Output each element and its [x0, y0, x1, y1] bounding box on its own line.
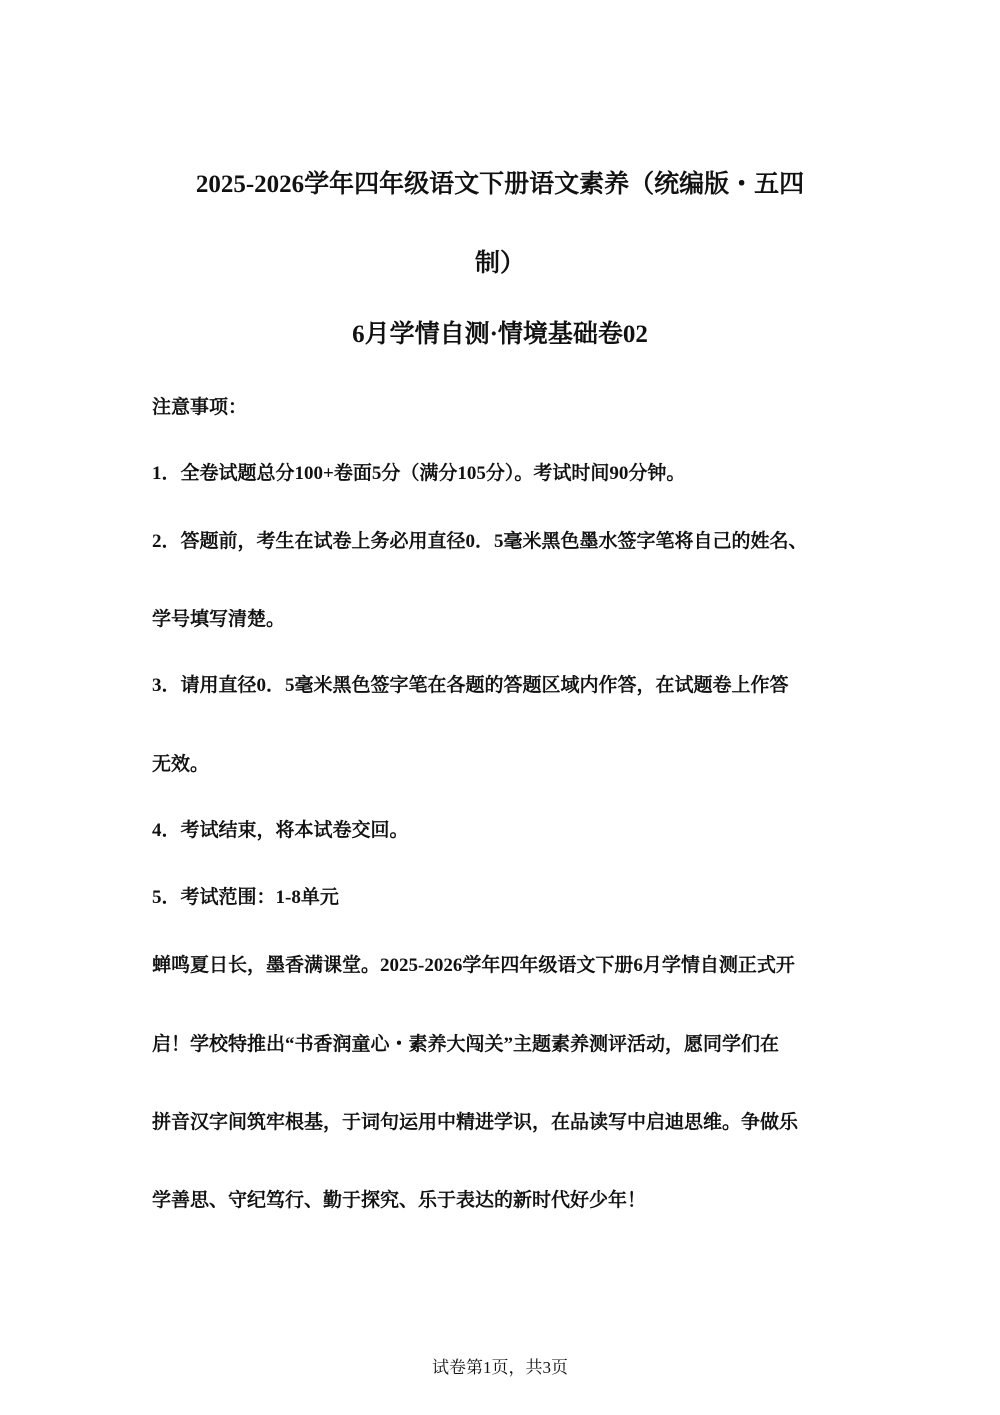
notice-item-2-continued: 学号填写清楚。	[152, 609, 286, 630]
exam-title-line-1: 2025-2026学年四年级语文下册语文素养（统编版・五四	[195, 171, 805, 198]
notice-item-4: 4．考试结束，将本试卷交回。	[152, 820, 409, 841]
notice-item-1: 1．全卷试题总分100+卷面5分（满分105分）。考试时间90分钟。	[152, 463, 686, 484]
exam-subtitle: 6月学情自测·情境基础卷02	[352, 321, 648, 348]
notice-heading: 注意事项：	[152, 397, 248, 418]
intro-paragraph-line-1: 蝉鸣夏日长，墨香满课堂。2025-2026学年四年级语文下册6月学情自测正式开	[152, 955, 795, 976]
exam-title-line-2: 制）	[474, 250, 525, 277]
page-footer: 试卷第1页，共3页	[432, 1358, 568, 1377]
notice-item-3: 3．请用直径0．5毫米黑色签字笔在各题的答题区域内作答，在试题卷上作答	[152, 675, 789, 696]
notice-item-3-continued: 无效。	[152, 754, 210, 775]
notice-item-2: 2．答题前，考生在试卷上务必用直径0．5毫米黑色墨水签字笔将自己的姓名、	[152, 531, 808, 552]
intro-paragraph-line-4: 学善思、守纪笃行、勤于探究、乐于表达的新时代好少年！	[152, 1190, 647, 1211]
intro-paragraph-line-2: 启！学校特推出“书香润童心・素养大闯关”主题素养测评活动，愿同学们在	[152, 1034, 780, 1055]
notice-item-5: 5．考试范围：1-8单元	[152, 887, 339, 908]
intro-paragraph-line-3: 拼音汉字间筑牢根基，于词句运用中精进学识，在品读写中启迪思维。争做乐	[152, 1112, 799, 1133]
